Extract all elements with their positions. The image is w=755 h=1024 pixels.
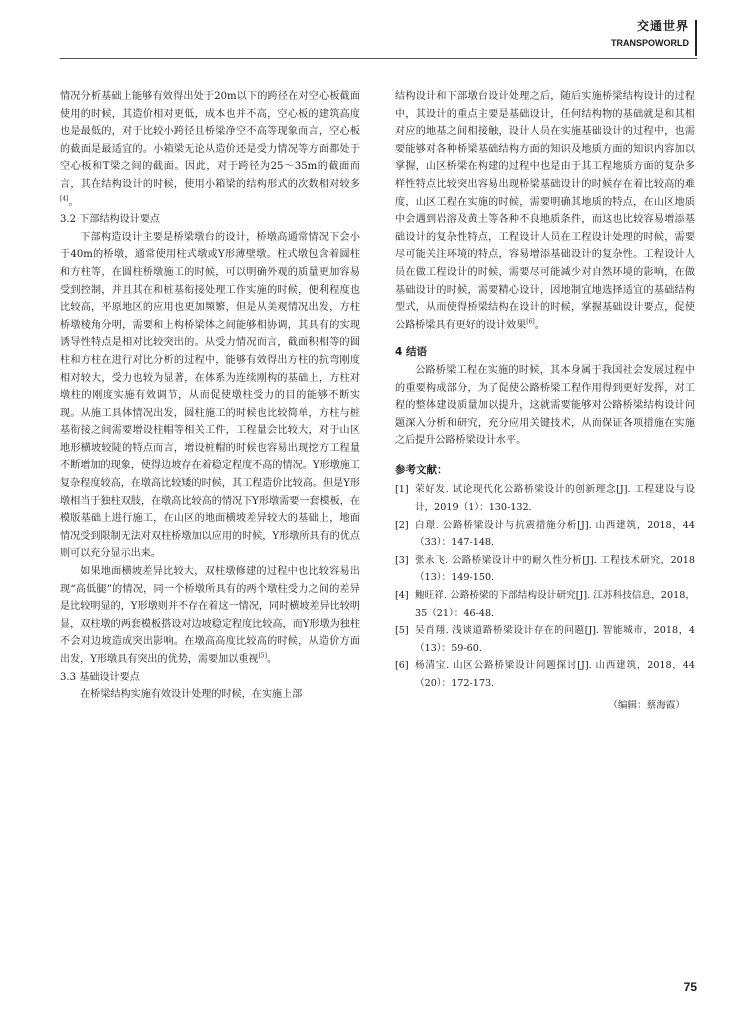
reference-text: 白璟. 公路桥梁设计与抗震措施分析[J]. 山西建筑，2018，44（33）：147-148. [415,519,695,549]
reference-text: 张永飞. 公路桥梁设计中的耐久性分析[J]. 工程技术研究，2018（13）：149-150. [415,554,695,584]
editor-credit: （编辑：蔡海霞） [608,699,685,711]
reference-text: 杨清宝. 山区公路桥梁设计问题探讨[J]. 山西建筑，2018，44（20）：172-173. [415,660,695,689]
reference-item [395,517,695,552]
section-heading-4: 4 结语 [395,346,427,359]
header-rule [60,58,697,59]
left-column [60,88,360,704]
header-vertical-bar [695,20,697,56]
citation-4: [4] [60,195,69,203]
right-column [395,88,695,714]
references-heading: 参考文献： [395,463,448,476]
reference-number: [3] [395,554,409,566]
page-number: 75 [683,980,697,994]
paragraph-girder-sections [60,88,360,211]
section-heading-3-3: 3.3 基础设计要点 [60,671,140,683]
reference-item [395,587,695,622]
journal-title-en: TRANSPOWORLD [611,38,689,48]
reference-number: [5] [395,625,409,637]
paragraph-end: 。 [68,196,79,208]
paragraph-text: 结构设计和下部墩台设计处理之后，随后实施桥梁结构设计的过程中，其设计的重点主要是基础设计，任何结构物的基础就是和其相对应的地基之间相接触，设计人员在实施基础设计的过程中，也需要能够对各种桥梁基础结构方面的知识及地质方面的知识内容加以掌握，山区桥梁在构建的过程中也是由于其工程地质方面的复杂多样性特点比较突出容易出现桥梁基础设计的时候存在着比较高的难度，山区工程在实施的时候，需要明确其地质的特点，在山区地质中会遇到岩溶及黄土等各种不良地质条件，而这也比较容易增添基础设计的复杂性特点，工程设计人员在工程设计处理的时候，需要尽可能关注环境的特点，容易增添基础设计的复杂性。工程设计人员在做工程设计的时候，需要尽可能减少对自然环境的影响，在做基础设计的时候，需要精心设计，因地制宜地选择适宜的基础结构型式，从而使得桥梁结构在设计的时候，掌握基础设计要点，促使公路桥梁具有更好的设计效果 [395,91,695,331]
paragraph-substructure: 下部构造设计主要是桥梁墩台的设计，桥墩高通常情况下会小于40m的桥墩，通常使用柱式墩或Y形薄壁墩。柱式墩包含着圆柱和方柱等，在圆柱桥墩施工的时候，可以明确外观的质量更加容易受到控制，并且其在和桩基衔接处理工作实施的时候，便利程度也比较高，平原地区的应用也更加频繁，但是从美观情况出发，方柱桥墩棱角分明，需要和上构桥梁体之间能够相协调，其具有的实现诱导性特点是相对比较突出的。从受力情况而言，截面积相等的圆柱和方柱在进行对比分析的过程中，能够有效得出方柱的抗弯刚度相对较大，受力也较为显著，在体系为连续刚构的基础上，方柱对墩柱的刚度实施有效调节，从而促使墩柱受力的目的能够不断实现。从施工具体情况出发，圆柱施工的时候也比较简单，方柱与桩基衔接之间需要增设柱帽等相关工件，工程量会比较大，对于山区地形横坡较陡的特点而言，增设桩帽的时候也容易出现挖方工程量不断增加的现象，使得边坡存在着稳定程度不高的情况。Y形墩施工复杂程度较高，在墩高比较矮的时候，其工程造价比较高。但是Y形墩相当于独柱双肢，在墩高比较高的情况下Y形墩需要一套模板，在模版基础上进行施工，在山区的地面横坡差异较大的基础上，地面情况受到限制无法对双柱桥墩加以应用的时候，Y形墩所具有的优点则可以充分显示出来。 [60,231,360,560]
paragraph-foundation-start: 在桥梁结构实施有效设计处理的时候，在实施上部 [80,689,303,701]
paragraph-slope [60,563,360,669]
reference-number: [1] [395,484,409,496]
reference-text: 吴肖翔. 浅谈道路桥梁设计存在的问题[J]. 智能城市，2018，4（13）：59-60. [415,625,695,654]
section-heading-3-2: 3.2 下部结构设计要点 [60,214,161,226]
reference-item [395,622,695,657]
reference-text: 荣好发. 试论现代化公路桥梁设计的创新理念[J]. 工程建设与设计，2019（1）：130-132. [415,484,695,514]
journal-header [611,18,689,49]
reference-list [395,481,695,692]
paragraph-conclusion: 公路桥梁工程在实施的时候，其本身属于我国社会发展过程中的重要构成部分，为了促使公路桥梁工程作用得到更好发挥，对工程的整体建设质量加以提升，这就需要能够对公路桥梁结构设计问题深入分析和研究，充分应用关键技术，从而保证各项措施在实施之后提升公路桥梁设计水平。 [395,364,695,447]
reference-text: 鲍旺祥. 公路桥梁的下部结构设计研究[J]. 江苏科技信息，2018，35（21）：46-48. [415,590,695,619]
paragraph-text: 情况分析基础上能够有效得出处于20m以下的跨径在对空心板截面使用的时候，其造价相对更低，成本也并不高，空心板的建筑高度也是最低的，对于比较小跨径且桥梁净空不高等现象而言，空心板的截面是最适宜的。小箱梁无论从造价还是受力情况等方面都处于空心板和T梁之间的截面。因此，对于跨径为25～35m的截面而言，其在结构设计的时候，使用小箱梁的结构形式的次数相对较多 [60,91,360,190]
paragraph-text: 如果地面横坡差异比较大，双柱墩修建的过程中也比较容易出现“高低腿”的情况，同一个桥墩所具有的两个墩柱受力之间的差异是比较明显的，Y形墩则并不存在着这一情况，同时横坡差异比较明显，双柱墩的两套模板搭设对边坡稳定程度比较高，而Y形墩为独柱不会对边坡造成突出影响。在墩高高度比较高的时候，从造价方面出发，Y形墩具有突出的优势，需要加以重视 [60,566,360,665]
paragraph-end: 。 [266,654,278,665]
paragraph-foundation-cont [395,88,695,334]
journal-title-cn: 交通世界 [636,19,689,33]
citation-5: [5] [258,652,267,660]
reference-number: [6] [395,660,409,672]
reference-item [395,481,695,516]
reference-item [395,657,695,692]
paragraph-end: 。 [534,319,545,331]
citation-6: [6] [526,318,535,326]
reference-number: [2] [395,519,409,531]
reference-item [395,552,695,587]
reference-number: [4] [395,590,409,602]
